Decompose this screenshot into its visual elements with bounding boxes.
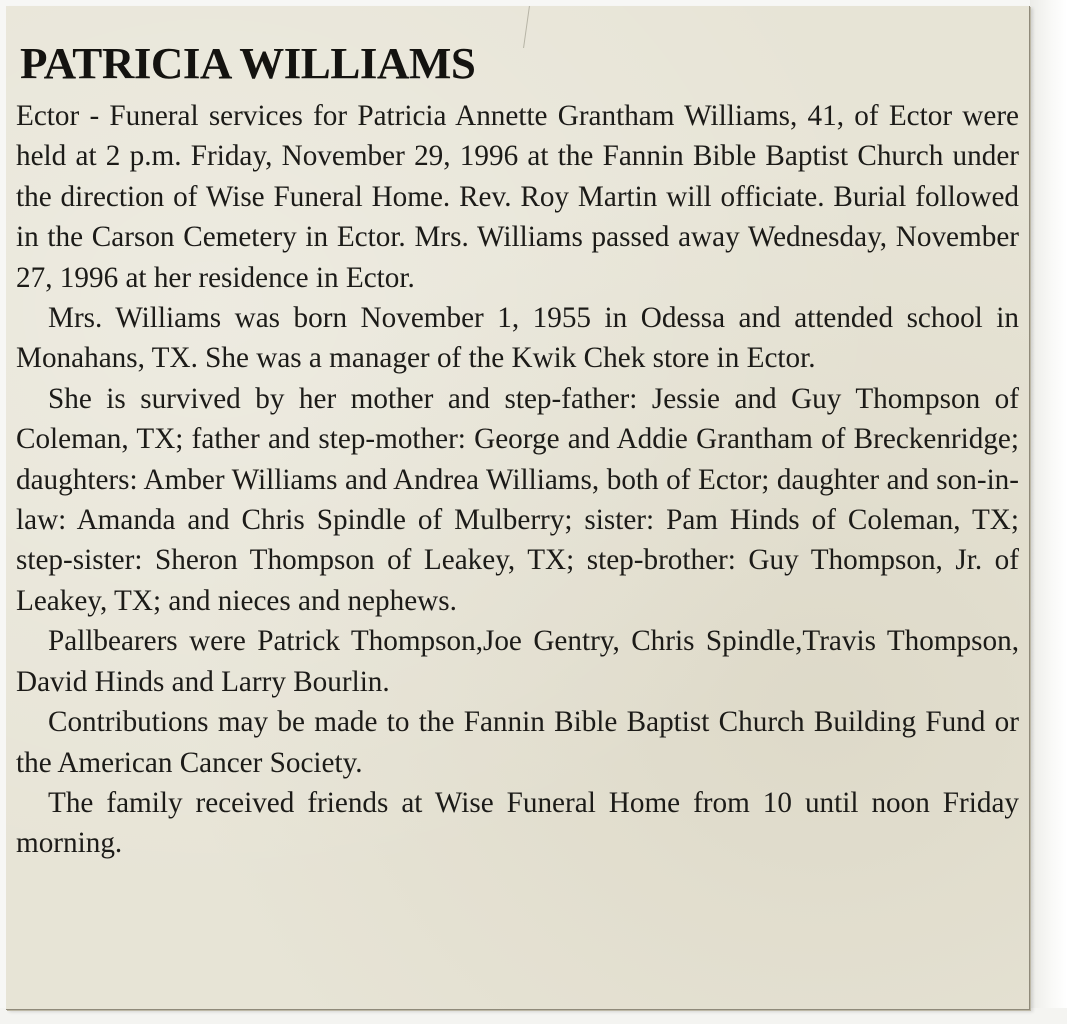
paragraph-contributions: Contributions may be made to the Fannin Bible Baptist Church Building Fund or the American Cancer Society. — [16, 706, 1019, 779]
newspaper-clipping — [6, 6, 1030, 1010]
scan-background-bottom — [0, 1008, 1067, 1024]
paragraph-visitation: The family received friends at Wise Funeral Home from 10 until noon Friday morning. — [16, 786, 1019, 860]
scan-background-edge — [1030, 0, 1067, 1024]
paragraph-survivors: She is survived by her mother and step-father: Jessie and Guy Thompson of Coleman, TX; father and step-mother: George and Addie Grantham of Breckenridge; daughters: Amber Williams and Andrea Williams, both of Ector; daughter and son-in-law: Amanda and Chris Spindle of Mulberry; sister: Pam Hinds of Coleman, TX; step-sister: Sheron Thompson of Leakey, TX; step-brother: Guy Thompson, Jr. of Leakey, TX; and nieces and nephews. — [16, 382, 1019, 617]
paragraph-biography: Mrs. Williams was born November 1, 1955 in Odessa and attended school in Monahans, TX. She was a manager of the Kwik Chek store in Ector. — [16, 302, 1019, 375]
obituary-headline: PATRICIA WILLIAMS — [20, 38, 476, 88]
obituary-body — [16, 96, 1019, 864]
paragraph-services: Ector - Funeral services for Patricia Annette Grantham Williams, 41, of Ector were held at 2 p.m. Friday, November 29, 1996 at the Fannin Bible Baptist Church under the direction of Wise Funeral Home. Rev. Roy Martin will officiate. Burial followed in the Carson Cemetery in Ector. Mrs. Williams passed away Wednesday, November 27, 1996 at her residence in Ector. — [16, 100, 1019, 294]
paragraph-pallbearers: Pallbearers were Patrick Thompson,Joe Gentry, Chris Spindle,Travis Thompson, David Hinds and Larry Bourlin. — [16, 625, 1019, 698]
